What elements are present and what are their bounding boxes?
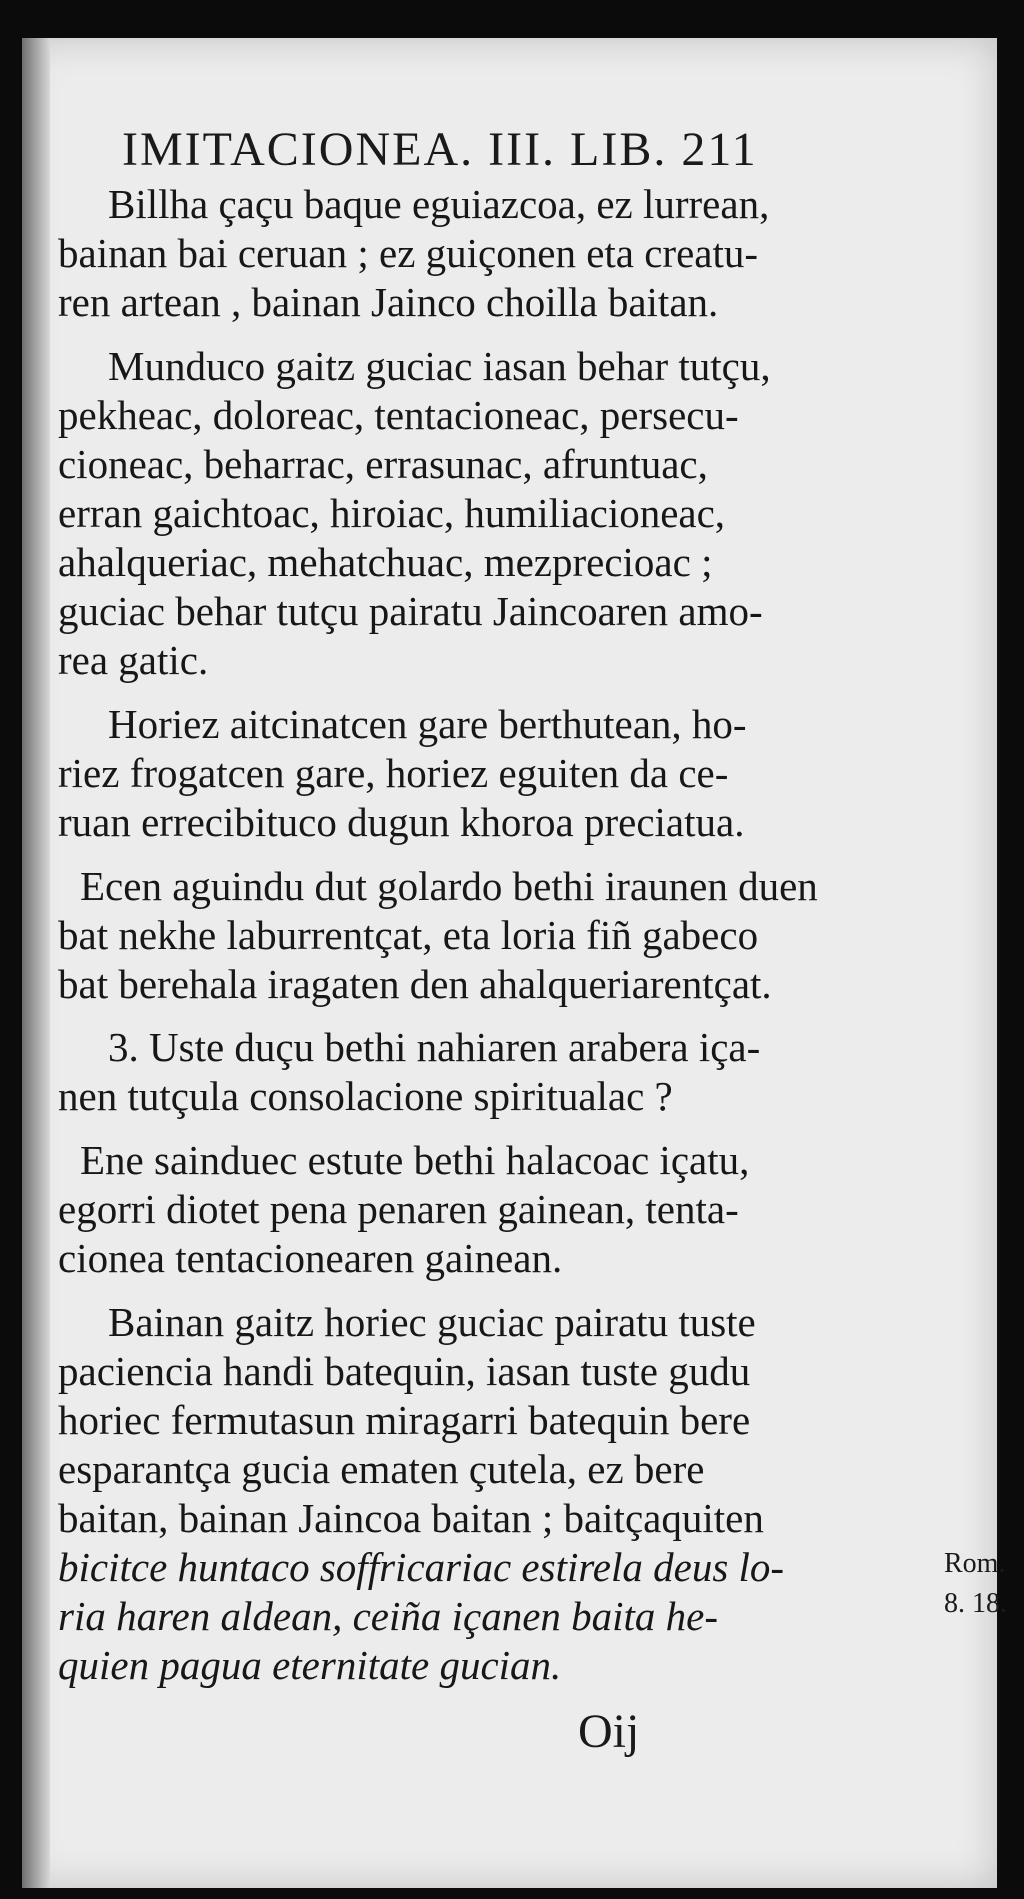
text-line: nen tutçula consolacione spiritualac ?	[58, 1073, 673, 1119]
text-line: Munduco gaitz guciac iasan behar tutçu,	[108, 343, 771, 389]
text-line: ruan errecibituco dugun khoroa preciatua.	[58, 799, 745, 845]
page-gutter-shadow	[22, 38, 50, 1888]
text-line: erran gaichtoac, hiroiac, humiliacioneac,	[58, 490, 726, 536]
text-line: bat berehala iragaten den ahalqueriarentçat.	[58, 961, 772, 1007]
text-line: riez frogatcen gare, horiez eguiten da ce-	[58, 750, 729, 796]
text-line: bat nekhe laburrentçat, eta loria fiñ gabeco	[58, 912, 759, 958]
text-line: Ene sainduec estute bethi halacoac içatu,	[80, 1137, 750, 1183]
text-line: 3. Uste duçu bethi nahiaren arabera iça-	[108, 1024, 761, 1070]
text-line: bainan bai ceruan ; ez guiçonen eta creatu-	[58, 230, 759, 276]
text-line: ren artean , bainan Jainco choilla baitan.	[58, 279, 719, 325]
text-line: bicitce huntaco soffricariac estirela deus lo-	[58, 1544, 785, 1590]
text-line: quien pagua eternitate gucian.	[58, 1642, 562, 1688]
margin-note-verse: 8. 18.	[944, 1588, 1007, 1619]
margin-note-ref: Rom.	[944, 1548, 1006, 1579]
text-line: Horiez aitcinatcen gare berthutean, ho-	[108, 701, 747, 747]
text-line: cionea tentacionearen gainean.	[58, 1235, 563, 1281]
text-line: cioneac, beharrac, errasunac, afruntuac,	[58, 441, 708, 487]
text-line: rea gatic.	[58, 637, 209, 683]
text-line: pekheac, doloreac, tentacioneac, persecu-	[58, 392, 739, 438]
text-line: ahalqueriac, mehatchuac, mezprecioac ;	[58, 539, 713, 585]
text-line: egorri diotet pena penaren gainean, tenta-	[58, 1186, 739, 1232]
text-line: ria haren aldean, ceiña içanen baita he-	[58, 1593, 719, 1639]
text-line: Ecen aguindu dut golardo bethi iraunen duen	[80, 863, 818, 909]
text-line: Billha çaçu baque eguiazcoa, ez lurrean,	[108, 181, 770, 227]
running-header: IMITACIONEA. III. LIB. 211	[122, 123, 758, 176]
signature-mark: Oij	[578, 1705, 640, 1758]
text-line: Bainan gaitz horiec guciac pairatu tuste	[108, 1299, 756, 1345]
text-line: baitan, bainan Jaincoa baitan ; baitçaquiten	[58, 1495, 764, 1541]
text-line: paciencia handi batequin, iasan tuste gudu	[58, 1348, 751, 1394]
text-line: esparantça gucia ematen çutela, ez bere	[58, 1446, 705, 1492]
text-line: horiec fermutasun miragarri batequin bere	[58, 1397, 751, 1443]
text-line: guciac behar tutçu pairatu Jaincoaren amo-	[58, 588, 763, 634]
